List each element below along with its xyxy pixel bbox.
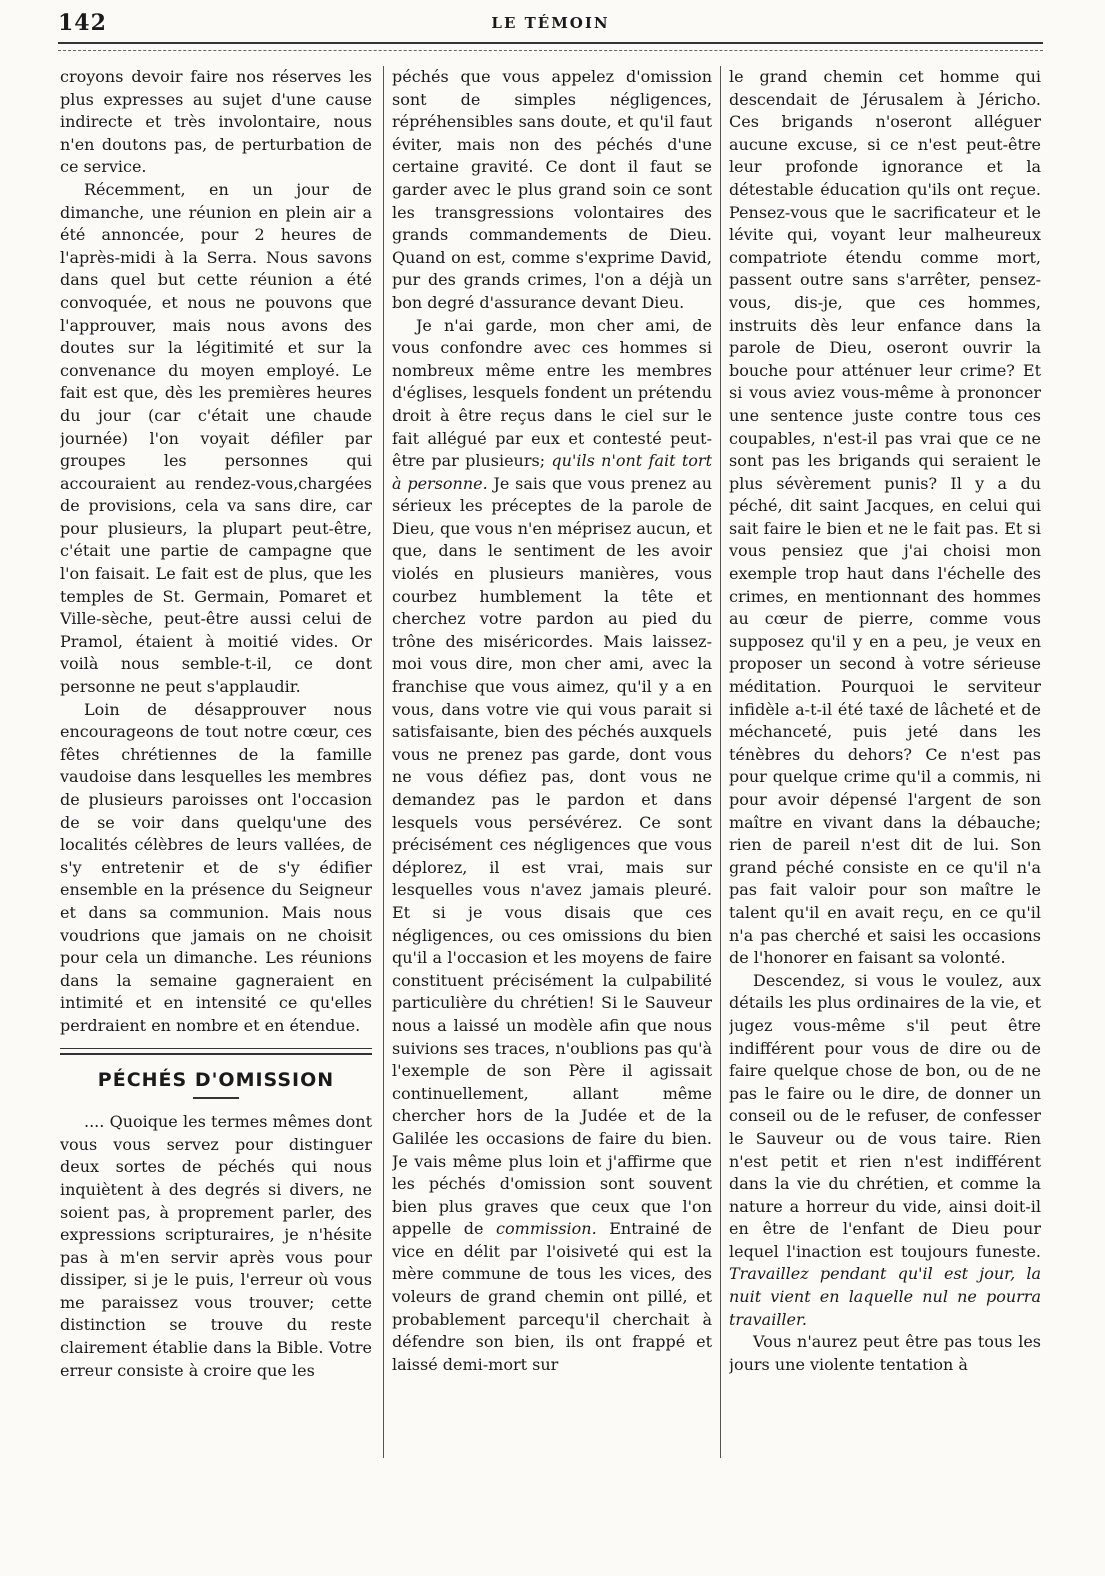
- paragraph: [392, 315, 712, 1377]
- paragraph: .... Quoique les termes mêmes dont vous vous servez pour distinguer deux sortes de péchés qui nous inquiètent à des degrés si divers, ne soient pas, à proprement parler, des expressions scripturaires, je n'hésite pas à m'en servir après vous pour dissiper, si je le puis, l'erreur où vous me paraissez vous trouver; cette distinction se trouve du reste clairement établie dans la Bible. Votre erreur consiste à croire que les: [60, 1112, 372, 1380]
- paragraph: [729, 970, 1041, 1332]
- page-header: [58, 8, 1043, 42]
- text-run: Je n'ai garde, mon cher ami, de vous confondre avec ces hommes si nombreux même entre les membres d'églises, lesquels fondent un prétendu droit à être reçus dans le ciel sur le fait allégué par eux et contesté peut-être par plusieurs;: [392, 315, 712, 471]
- paragraph: péchés que vous appelez d'omission sont de simples négligences, répréhensibles sans doute, et qu'il faut éviter, mais non des péchés d'une certaine gravité. Ce dont il faut se garder avec le plus grand soin ce sont les transgressions volontaires des grands commandements de Dieu. Quand on est, comme s'exprime David, pur des grands crimes, l'on a déjà un bon degré d'assurance devant Dieu.: [392, 67, 712, 312]
- paragraph: Vous n'aurez peut être pas tous les jours une violente tentation à: [729, 1332, 1041, 1374]
- italic-term: commission.: [496, 1219, 597, 1239]
- paragraph: Loin de désapprouver nous encourageons de tout notre cœur, ces fêtes chrétiennes de la famille vaudoise dans lesquelles les membres de plusieurs paroisses ont l'occasion de se voir dans quelqu'une des localités célèbres de leurs vallées, de s'y entretenir et de s'y édifier ensemble en la présence du Seigneur et dans sa communion. Mais nous voudrions que jamais on ne choisit pour cela un dimanche. Les réunions dans la semaine gagneraient en intimité et en intensité ce qu'elles perdraient en nombre et en étendue.: [60, 699, 372, 1035]
- header-rule: [58, 42, 1043, 51]
- text-run: Entrainé de vice en délit par l'oisiveté qui est la mère commune de tous les vices, des voleurs de grand chemin ont pillé, et probablement parcequ'il cherchait à défendre son bien, ils ont frappé et laissé demi-mort sur: [392, 1219, 712, 1374]
- running-head: LE TÉMOIN: [491, 14, 610, 32]
- column-divider: [383, 66, 384, 1458]
- paragraph: Récemment, en un jour de dimanche, une réunion en plein air a été annoncée, pour 2 heures de l'après-midi à la Serra. Nous savons dans quel but cette réunion a été convoquée, et nous ne pouvons que l'approuver, mais nous avons des doutes sur la légitimité et sur la convenance du moyen employé. Le fait est que, dès les premières heures du jour (car c'était une chaude journée) l'on voyait défiler par groupes les personnes qui accouraient au rendez-vous,chargées de provisions, cela va sans dire, car pour plusieurs, la plupart peut-être, c'était une partie de campagne que l'on faisait. Le fait est de plus, que les temples de St. Germain, Pomaret et Ville-sèche, peut-être aussi celui de Pramol, étaient à moitié vides. Or voilà nous semble-t-il, ce dont personne ne peut s'applaudir.: [60, 179, 372, 697]
- text-run: Je sais que vous prenez au sérieux les préceptes de la parole de Dieu, que vous n'en méprisez aucun, et que, dans le sentiment de les avoir violés en plusieurs manières, vous courbez humblement la tête et cherchez votre pardon au pied du trône des miséricordes. Mais laissez-moi vous dire, mon cher ami, avec la franchise que vous aimez, qu'il y a en vous, dans votre vie qui vous parait si satisfaisante, bien des péchés auxquels vous ne prenez pas garde, dont vous ne vous défiez pas, dont vous ne demandez pas le pardon et dans lesquels vous persévérez. Ce sont précisément ces négligences que vous déplorez, il est vrai, mais sur lesquelles vous n'avez jamais pleuré. Et si je vous disais que ces négligences, ou ces omissions du bien qu'il a l'occasion et les moyens de faire constituent précisément la culpabilité particulière du chrétien! Si le Sauveur nous a laissé un modèle afin que nous suivions ses traces, n'oublions pas qu'à l'exemple de son Père il agissait continuellement, allant même chercher hors de la Judée et de la Galilée les occasions de faire du bien. Je vais même plus loin et j'affirme que les péchés d'omission sont souvent bien plus graves que ceux que l'on appelle de: [392, 473, 712, 1239]
- column-divider: [720, 66, 721, 1458]
- column-1: [60, 66, 372, 1556]
- section-divider: [60, 1048, 372, 1055]
- column-3: [729, 66, 1041, 1556]
- section-title: PÉCHÉS D'OMISSION: [97, 1068, 335, 1091]
- italic-quote: qu'ils n'ont fait tort à personne.: [392, 451, 712, 493]
- title-dash: [193, 1097, 239, 1099]
- paragraph: le grand chemin cet homme qui descendait de Jérusalem à Jéricho. Ces brigands n'oseront alléguer aucune excuse, si ce n'est peut-être leur profonde ignorance et la détestable éducation qu'ils ont reçue. Pensez-vous que le sacrificateur et le lévite qui, voyant leur malheureux compatriote étendu comme mort, passent outre sans s'arrêter, pensez-vous, dis-je, que ces hommes, instruits dès leur enfance dans la parole de Dieu, oseront ouvrir la bouche pour atténuer leur crime? Et si vous aviez vous-même à prononcer une sentence juste contre tous ces coupables, n'est-il pas vrai que ce ne sont pas les brigands qui seraient le plus sévèrement punis? Il y a du péché, dit saint Jacques, en celui qui sait faire le bien et ne le fait pas. Et si vous pensiez que j'ai choisi mon exemple trop haut dans l'échelle des crimes, en mentionnant des hommes au cœur de pierre, comme vous supposez qu'il y en a peu, je veux en proposer un second à votre sérieuse méditation. Pourquoi le serviteur infidèle a-t-il été taxé de lâcheté et de méchanceté, puis jeté dans les ténèbres du dehors? Ce n'est pas pour quelque crime qu'il a commis, ni pour avoir dépensé l'argent de son maître en vivant dans la débauche; rien de pareil n'est dit de lui. Son grand péché consiste en ce qu'il n'a pas fait valoir pour son maître le talent qu'il en avait reçu, en ce qu'il n'a pas cherché et saisi les occasions de l'honorer en faisant sa volonté.: [729, 67, 1041, 968]
- text-run: Descendez, si vous le voulez, aux détails les plus ordinaires de la vie, et jugez vous-même s'il peut être indifférent pour vous de dire ou de faire quelque chose de bon, ou de ne pas le faire ou le dire, de donner un conseil ou de le refuser, de confesser le Sauveur ou de vous taire. Rien n'est petit et rien n'est indifférent dans la vie du chrétien, et comme la nature a horreur du vide, ainsi doit-il en être de l'enfant de Dieu pour lequel l'inaction est toujours funeste.: [729, 970, 1041, 1261]
- paragraph: croyons devoir faire nos réserves les plus expresses au sujet d'une cause indirecte et très involontaire, nous n'en doutons pas, de perturbation de ce service.: [60, 67, 372, 177]
- column-2: [392, 66, 712, 1556]
- italic-quote: Travaillez pendant qu'il est jour, la nuit vient en laquelle nul ne pourra travailler.: [729, 1264, 1041, 1329]
- page-number: 142: [58, 10, 107, 36]
